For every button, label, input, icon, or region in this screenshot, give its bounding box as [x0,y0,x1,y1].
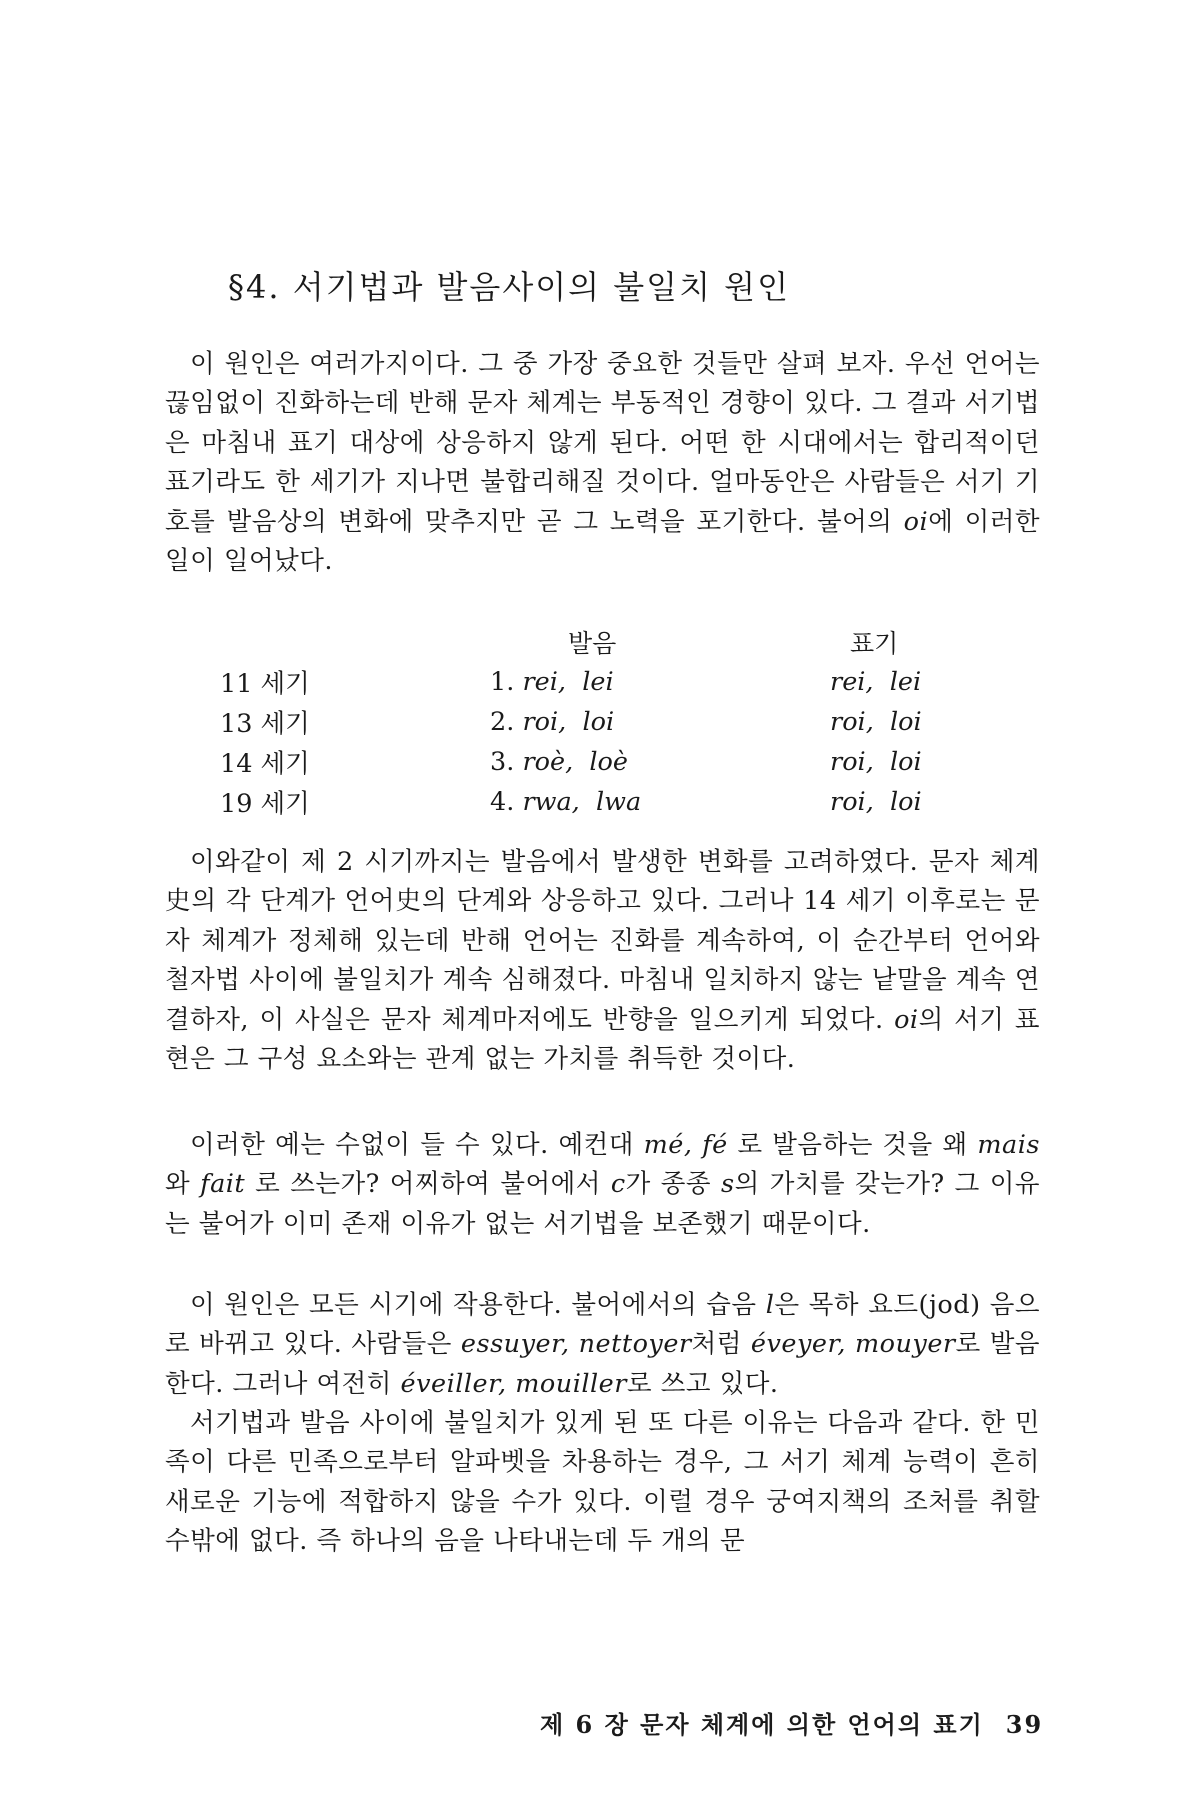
term-l: l [765,1290,775,1320]
paragraph-2 [165,843,1040,1079]
term-eveiller-mouiller: éveiller, mouiller [400,1368,627,1399]
table-header-empty [220,622,490,662]
paragraph-3-text-b: 로 발음하는 것을 왜 [737,1130,968,1160]
paragraph-4-text-e: 로 쓰고 있다. [626,1368,779,1399]
table-row [220,662,1030,702]
paragraph-2-term-oi: oi [894,1004,919,1035]
header-pron-label: 발음 [568,629,617,658]
pron-value: rwa, lwa [522,787,642,817]
pron-value: roè, loè [522,747,629,777]
pron-value: roi, loi [522,707,615,737]
paragraph-4 [165,1286,1040,1404]
running-footer-title: 제 6 장 문자 체계에 의한 언어의 표기 [540,1710,984,1739]
pron-value: rei, lei [522,667,614,697]
term-me-fe: mé, fé [643,1130,728,1160]
page-number: 39 [1005,1710,1044,1739]
century-cell: 19 세기 [220,789,310,819]
spell-cell: roi, loi [830,707,922,737]
row-number: 1. [490,667,515,697]
paragraph-2-text: 이와같이 제 2 시기까지는 발음에서 발생한 변화를 고려하였다. 문자 체계史의 각 단계가 언어史의 단계와 상응하고 있다. 그러나 14 세기 이후로는 문자 체계가 정체해 있는데 반해 언어는 진화를 계속하여, 이 순간부터 언어와 철자법 사이에 불일치가 계속 심해졌다. 마침내 일치하지 않는 낱말을 계속 연결하자, 이 사실은 문자 체계마저에도 반향을 일으키게 되었다. [165,847,1040,1035]
paragraph-3-text-f: 의 가치를 갖는가? 그 이유는 불어가 이미 존재 이유가 없는 서기법을 보존했기 때문이다. [165,1169,1040,1239]
term-c: c [610,1169,626,1200]
paragraph-5: 서기법과 발음 사이에 불일치가 있게 된 또 다른 이유는 다음과 같다. 한 민족이 다른 민족으로부터 알파벳을 차용하는 경우, 그 서기 체계 능력이 흔히 새로운 기능에 적합하지 않을 수가 있다. 이럴 경우 궁여지책의 조처를 취할 수밖에 없다. 즉 하나의 음을 나타내는데 두 개의 문 [165,1408,1040,1557]
paragraph-3 [165,1126,1040,1244]
table-row [220,702,1030,742]
table-header-row [220,622,1030,662]
row-number: 4. [490,787,515,817]
pronunciation-table [220,622,1030,822]
paragraph-1-text: 이 원인은 여러가지이다. 그 중 가장 중요한 것들만 살펴 보자. 우선 언어는 끊임없이 진화하는데 반해 문자 체계는 부동적인 경향이 있다. 그 결과 서기법은 마침내 표기 대상에 상응하지 않게 된다. 어떤 한 시대에서는 합리적이던 표기라도 한 세기가 지나면 불합리해질 것이다. 얼마동안은 사람들은 서기 기호를 발음상의 변화에 맞추지만 곧 그 노력을 포기한다. [165,349,1040,537]
term-fait: fait [200,1169,246,1200]
pron-cell [490,742,830,782]
term-essuyer-nettoyer: essuyer, nettoyer [460,1329,692,1360]
table-header-spell [830,622,1030,662]
section-heading: §4. 서기법과 발음사이의 불일치 원인 [228,268,790,306]
paragraph-3-text-c: 와 [165,1169,191,1200]
paragraph-1-term-oi: oi [903,506,929,537]
paragraph-4-text-c: 처럼 [691,1329,742,1360]
paragraph-4-text-d: 로 발음한다. 그러나 여전히 [165,1329,1041,1399]
paragraph-1-text-b: 불어의 [816,506,893,537]
paragraph-2-text-b: 의 서기 표현은 그 구성 요소와는 관계 없는 가치를 취득한 것이다. [165,1004,1041,1075]
spell-cell: rei, lei [830,667,922,697]
pron-cell [490,702,830,742]
pron-cell [490,782,830,822]
century-cell: 14 세기 [220,749,310,779]
term-mais: mais [977,1130,1040,1160]
paragraph-3-text: 이러한 예는 수없이 들 수 있다. 예컨대 [190,1130,634,1160]
century-cell: 11 세기 [220,669,310,699]
century-cell: 13 세기 [220,709,310,739]
spell-cell: roi, loi [830,787,922,817]
spell-cell: roi, loi [830,747,922,777]
row-number: 2. [490,707,515,737]
header-spell-label: 표기 [850,629,899,658]
term-s: s [721,1169,735,1200]
paragraph-1-text-c: 에 이러한 일이 일어났다. [165,506,1041,577]
row-number: 3. [490,747,515,777]
paragraph-3-text-d: 로 쓰는가? 어찌하여 불어에서 [255,1169,601,1200]
paragraph-3-text-e: 가 종종 [625,1169,712,1200]
paragraph-4-text-b: 은 목하 요드(jod) 음으로 바뀌고 있다. 사람들은 [165,1290,1040,1360]
paragraph-1 [165,345,1040,581]
page-footer [540,1705,1043,1740]
pron-cell [490,662,830,702]
paragraph-4-text: 이 원인은 모든 시기에 작용한다. 불어에서의 습음 [190,1290,757,1320]
term-eveyer-mouyer: éveyer, mouyer [750,1329,956,1360]
table-row [220,742,1030,782]
table-row [220,782,1030,822]
table-header-pron [490,622,830,662]
